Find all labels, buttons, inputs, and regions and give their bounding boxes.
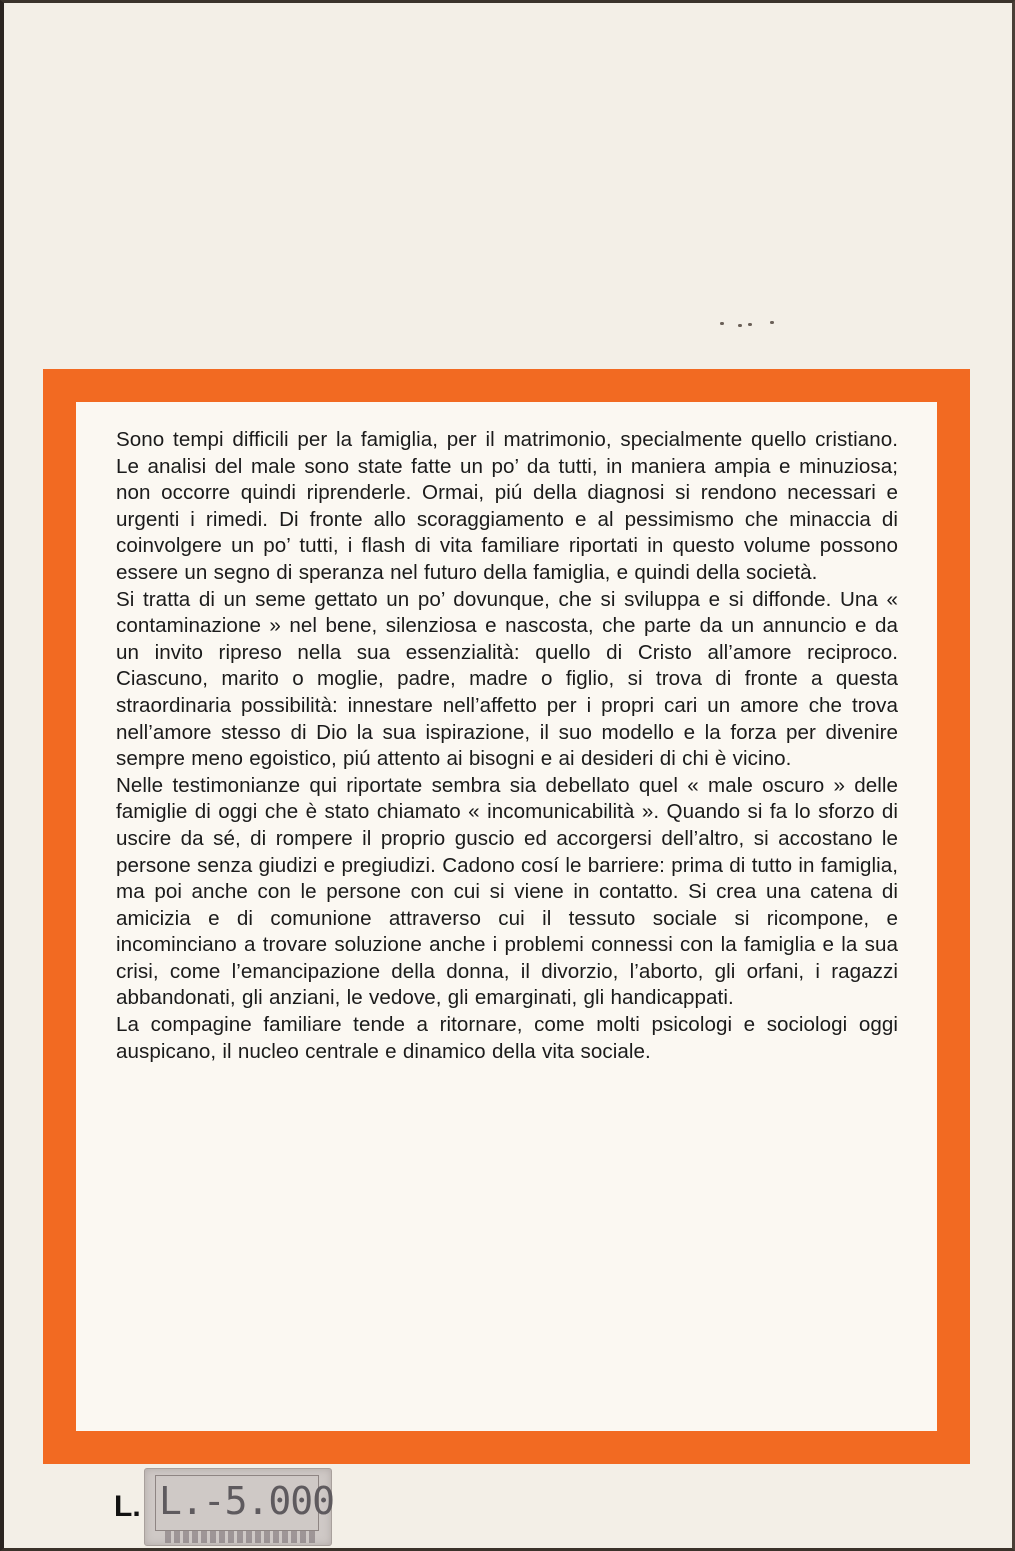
currency-label: L. bbox=[114, 1490, 141, 1523]
blurb-paragraph-3: Nelle testimonianze qui riportate sembra sia debellato quel « male oscuro » delle famiglie di oggi che è stato chiamato « incomunicabilità ». Quando si fa lo sforzo di uscire da sé, di rompere il proprio guscio ed accorgersi dell’altro, si accostano le persone senza giudizi e pregiudizi. Cadono cosí le barriere: prima di tutto in famiglia, ma poi anche con le persone con cui si viene in contatto. Si crea una catena di amicizia e di comunione attraverso cui il tessuto sociale si ricompone, e incominciano a trovare soluzione anche i problemi connessi con la famiglia e la sua crisi, come l’emancipazione della donna, il divorzio, l’aborto, gli orfani, i ragazzi abbandonati, gli anziani, le vedove, gli emarginati, gli handicappati. bbox=[116, 773, 898, 1010]
blurb-paragraph-2: Si tratta di un seme gettato un po’ dovunque, che si sviluppa e si diffonde. Una « contaminazione » nel bene, silenziosa e nascosta, che parte da un annuncio e da un invito ripreso nella sua essenzialità: quello di Cristo all’amore reciproco. Ciascuno, marito o moglie, padre, madre o figlio, si trova di fronte a questa straordinaria possibilità: innestare nell’affetto per i propri cari un amore che trova nell’amore stesso di Dio la sua ispirazione, il suo modello e la forza per divenire sempre meno egoistico, piú attento ai bisogni e ai desideri di chi è vicino. bbox=[116, 587, 898, 771]
back-cover-blurb bbox=[116, 427, 898, 1065]
paper-specks bbox=[720, 318, 780, 330]
price-sticker-value: L.-5.000 bbox=[159, 1479, 335, 1523]
blurb-paragraph-1: Sono tempi difficili per la famiglia, per il matrimonio, specialmente quello cristiano. Le analisi del male sono state fatte un po’ da tutti, in maniera ampia e minuziosa; non occorre quindi riprenderle. Ormai, piú della diagnosi si rendono necessari e urgenti i rimedi. Di fronte allo scoraggiamento e al pessimismo che minaccia di coinvolgere un po’ tutti, i flash di vita familiare riportati in questo volume possono essere un segno di speranza nel futuro della famiglia, e quindi della società. bbox=[116, 428, 898, 584]
sticker-torn-print bbox=[165, 1531, 315, 1543]
price-sticker bbox=[144, 1468, 335, 1546]
blurb-paragraph-4: La compagine familiare tende a ritornare, come molti psicologi e sociologi oggi auspicano, il nucleo centrale e dinamico della vita sociale. bbox=[116, 1013, 898, 1063]
